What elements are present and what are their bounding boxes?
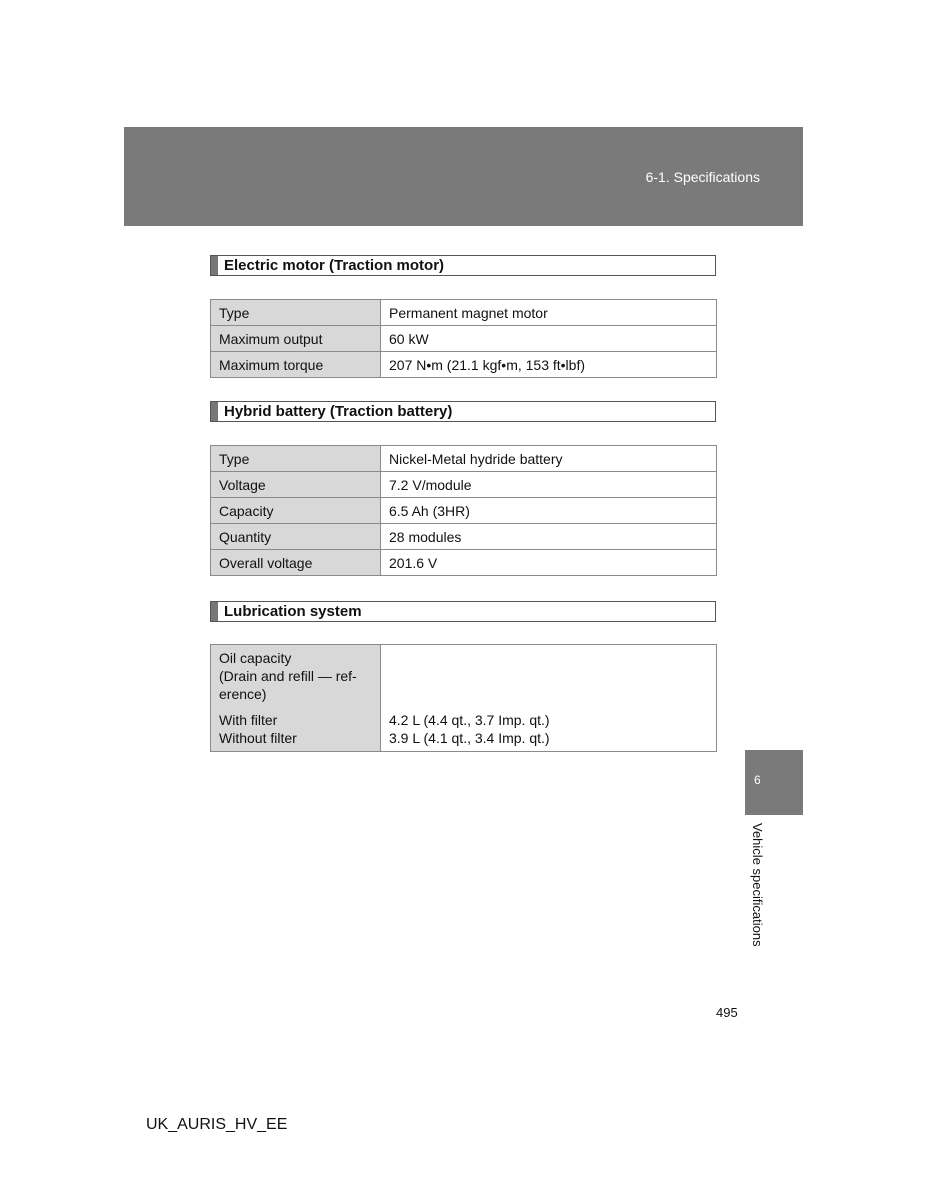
section-title-text: Lubrication system [224,603,362,620]
table-row [211,550,717,576]
oil-label-line: erence) [219,686,267,702]
without-filter-label: Without filter [219,730,297,746]
row-value: Nickel-Metal hydride battery [381,446,717,472]
row-label: Capacity [211,498,381,524]
oil-label-line: (Drain and refill — ref- [219,668,357,684]
lubrication-table [210,644,717,752]
section-title-text: Electric motor (Traction motor) [224,257,445,274]
page-number: 495 [716,1005,738,1020]
chapter-number: 6 [754,773,761,787]
chapter-tab [745,750,803,815]
row-label: Overall voltage [211,550,381,576]
chapter-label: Vehicle specifications [750,823,765,947]
row-value: 201.6 V [381,550,717,576]
with-filter-value: 4.2 L (4.4 qt., 3.7 Imp. qt.) [389,712,550,728]
row-label: Type [211,300,381,326]
hybrid-battery-table [210,445,717,576]
header-band [124,127,803,226]
table-row [211,472,717,498]
section-title-text: Hybrid battery (Traction battery) [224,403,453,420]
oil-capacity-label [211,645,381,752]
table-row [211,352,717,378]
row-value: Permanent magnet motor [381,300,717,326]
table-row [211,498,717,524]
row-value: 7.2 V/module [381,472,717,498]
row-label: Maximum torque [211,352,381,378]
section-title-lubrication [210,601,716,622]
table-row [211,446,717,472]
without-filter-value: 3.9 L (4.1 qt., 3.4 Imp. qt.) [389,730,550,746]
section-title-electric-motor [210,255,716,276]
table-row [211,326,717,352]
table-row [211,645,717,752]
with-filter-label: With filter [219,712,278,728]
row-label: Quantity [211,524,381,550]
table-row [211,524,717,550]
row-value: 60 kW [381,326,717,352]
table-row [211,300,717,326]
row-label: Voltage [211,472,381,498]
section-heading: 6-1. Specifications [645,169,760,185]
section-marker [211,602,218,621]
document-code: UK_AURIS_HV_EE [146,1116,288,1133]
section-marker [211,256,218,275]
row-value: 207 N•m (21.1 kgf•m, 153 ft•lbf) [381,352,717,378]
oil-label-line: Oil capacity [219,650,292,666]
row-value: 28 modules [381,524,717,550]
electric-motor-table [210,299,717,378]
section-title-hybrid-battery [210,401,716,422]
row-label: Type [211,446,381,472]
row-value: 6.5 Ah (3HR) [381,498,717,524]
section-marker [211,402,218,421]
row-label: Maximum output [211,326,381,352]
oil-capacity-value [381,645,717,752]
